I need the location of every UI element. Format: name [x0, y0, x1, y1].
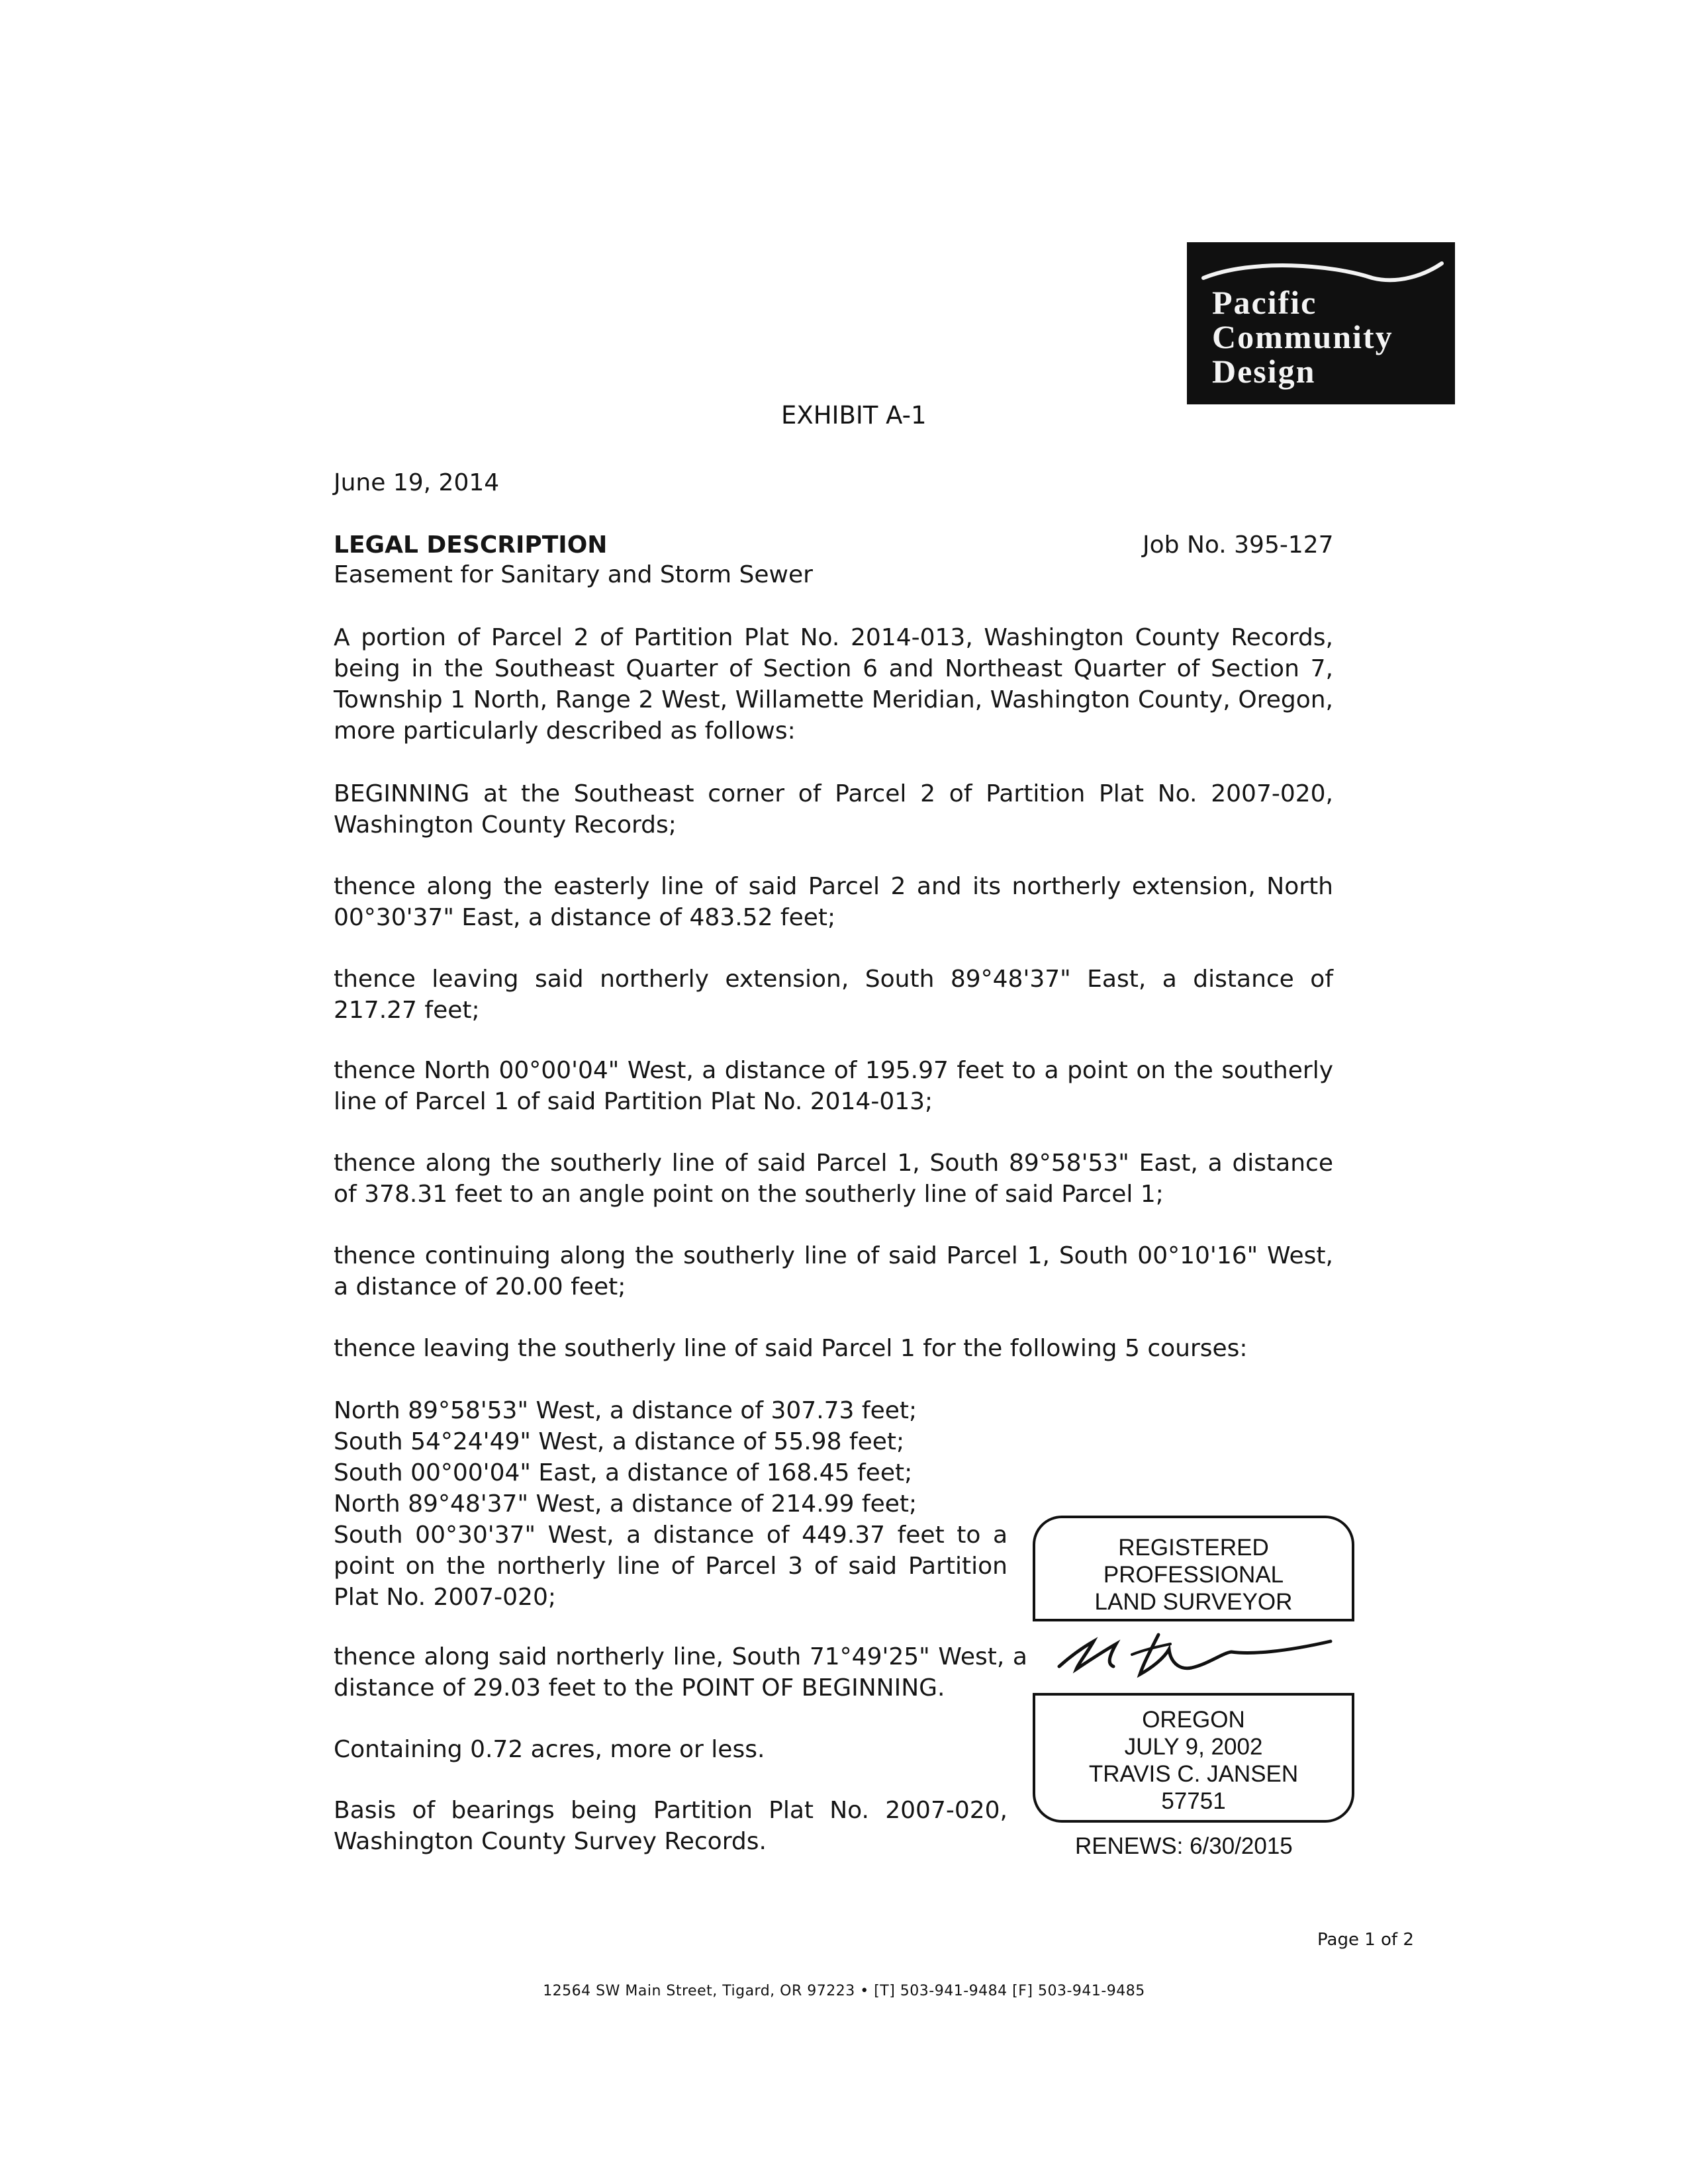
stamp-line: OREGON [1142, 1707, 1245, 1733]
document-heading: LEGAL DESCRIPTION [334, 531, 608, 559]
paragraph-closing: thence along said northerly line, South 71°49'25" West, a distance of 29.03 feet to the POINT OF BEGINNING. [334, 1643, 1027, 1702]
surveyor-stamp-top [1033, 1516, 1354, 1621]
page-number: Page 1 of 2 [1317, 1930, 1414, 1950]
paragraph-course-3: thence North 00°00'04" West, a distance of 195.97 feet to a point on the southerly line of Parcel 1 of said Partition Plat No. 2014-013; [334, 1057, 1333, 1115]
stamp-line: LAND SURVEYOR [1094, 1589, 1293, 1615]
surveyor-stamp-bottom [1033, 1693, 1354, 1823]
document-date: June 19, 2014 [334, 469, 500, 496]
stamp-line: PROFESSIONAL [1103, 1562, 1284, 1588]
footer-address: 12564 SW Main Street, Tigard, OR 97223 • [T] 503-941-9484 [F] 503-941-9485 [543, 1983, 1145, 1999]
company-logo [1187, 242, 1455, 404]
signature [1053, 1615, 1344, 1694]
containing-acres: Containing 0.72 acres, more or less. [334, 1736, 765, 1763]
stamp-line: JULY 9, 2002 [1124, 1734, 1263, 1760]
exhibit-title: EXHIBIT A-1 [781, 401, 927, 430]
course-list-item-last: South 00°30'37" West, a distance of 449.37 feet to a point on the northerly line of Parcel 3 of said Partition Plat No. 2007-020; [334, 1522, 1008, 1611]
job-number: Job No. 395-127 [1143, 531, 1334, 559]
stamp-line: TRAVIS C. JANSEN [1088, 1761, 1299, 1787]
paragraph-course-4: thence along the southerly line of said Parcel 1, South 89°58'53" East, a distance of 378.31 feet to an angle point on the southerly line of said Parcel 1; [334, 1150, 1333, 1208]
course-list-item: South 54°24'49" West, a distance of 55.98 feet; [334, 1428, 905, 1455]
stamp-line: REGISTERED [1118, 1535, 1269, 1561]
course-list-item: South 00°00'04" East, a distance of 168.45 feet; [334, 1459, 913, 1486]
course-list-item: North 89°48'37" West, a distance of 214.99 feet; [334, 1490, 917, 1518]
course-list-item: North 89°58'53" West, a distance of 307.73 feet; [334, 1397, 917, 1424]
paragraph-course-2: thence leaving said northerly extension, South 89°48'37" East, a distance of 217.27 feet; [334, 966, 1333, 1024]
logo-line-2: Community [1212, 318, 1393, 355]
logo-line-3: Design [1212, 353, 1316, 390]
paragraph-intro: A portion of Parcel 2 of Partition Plat No. 2014-013, Washington County Records, being in the Southeast Quarter of Section 6 and Northeast Quarter of Section 7, Township 1 North, Range 2 West, Willamette Meridian, Washington County, Oregon, more particularly described as follows: [334, 624, 1333, 745]
paragraph-course-6: thence leaving the southerly line of said Parcel 1 for the following 5 courses: [334, 1335, 1248, 1362]
stamp-line: 57751 [1161, 1788, 1226, 1814]
paragraph-beginning: BEGINNING at the Southeast corner of Parcel 2 of Partition Plat No. 2007-020, Washington County Records; [334, 780, 1333, 839]
document-subtitle: Easement for Sanitary and Storm Sewer [334, 561, 813, 588]
paragraph-course-1: thence along the easterly line of said Parcel 2 and its northerly extension, North 00°30'37" East, a distance of 483.52 feet; [334, 873, 1333, 931]
stamp-renews: RENEWS: 6/30/2015 [1075, 1833, 1293, 1859]
paragraph-course-5: thence continuing along the southerly line of said Parcel 1, South 00°10'16" West, a distance of 20.00 feet; [334, 1242, 1333, 1300]
basis-of-bearings: Basis of bearings being Partition Plat No. 2007-020, Washington County Survey Records. [334, 1797, 1008, 1855]
logo-line-1: Pacific [1212, 284, 1317, 321]
